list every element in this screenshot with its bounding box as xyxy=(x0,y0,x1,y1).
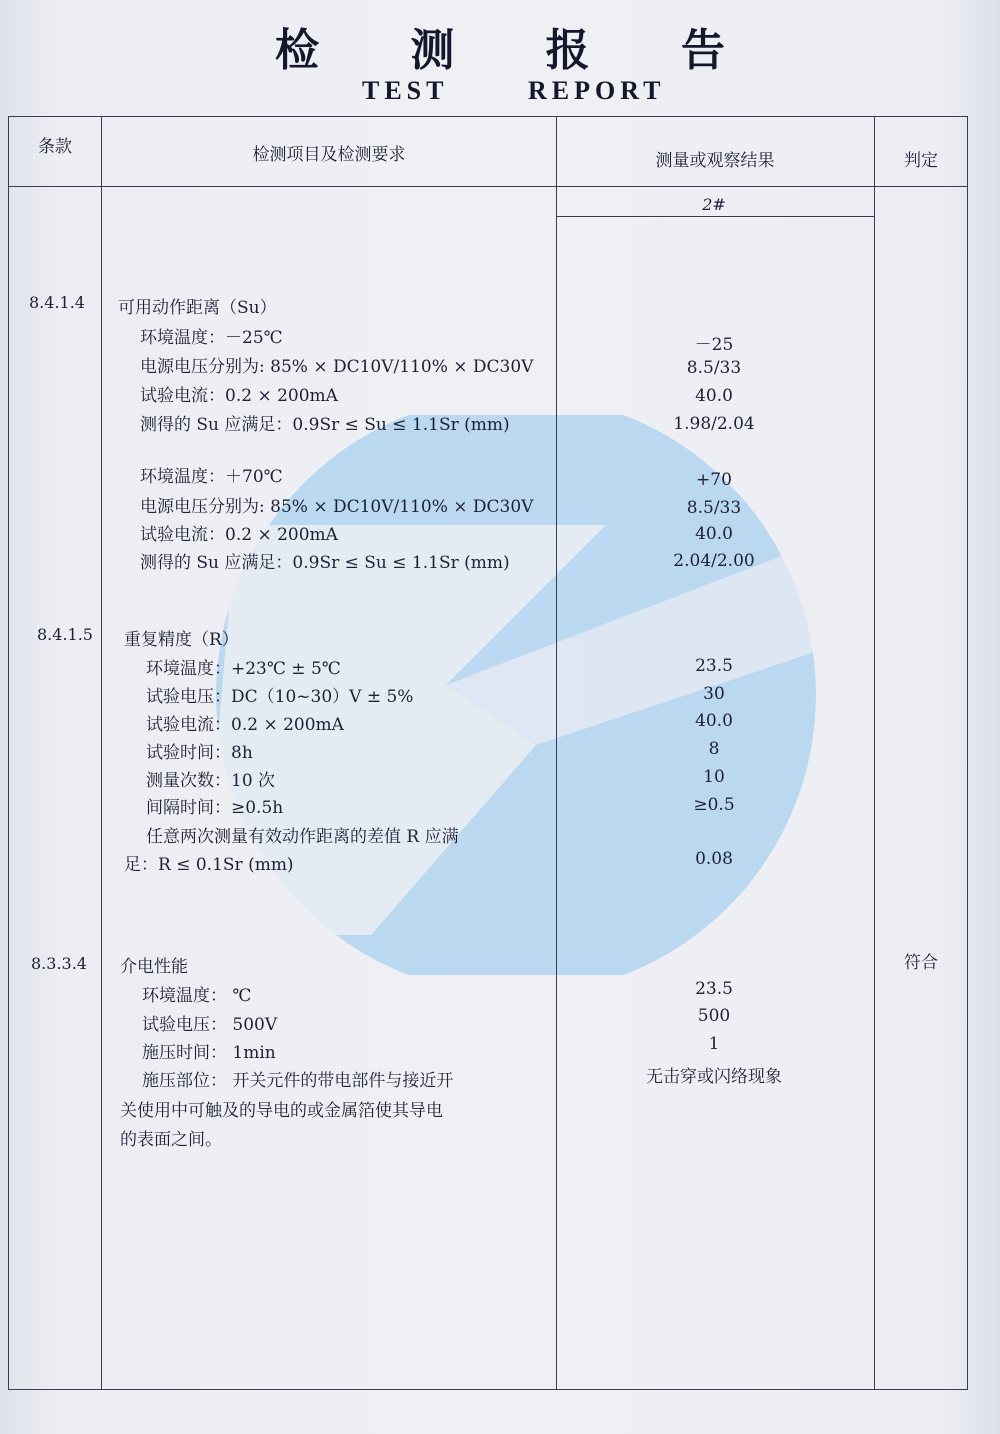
item-line: 足：R ≤ 0.1Sr (mm) xyxy=(124,855,294,875)
result-value: 30 xyxy=(703,684,725,704)
item-line: 环境温度：＋70℃ xyxy=(140,467,283,487)
item-line: 施压时间： 1min xyxy=(142,1043,276,1063)
item-line: 试验电流：0.2 × 200mA xyxy=(146,715,344,735)
item-line: 试验时间：8h xyxy=(146,743,253,763)
result-value: 0.08 xyxy=(695,849,733,869)
report-title-en xyxy=(0,76,1000,108)
item-line: 测得的 Su 应满足：0.9Sr ≤ Su ≤ 1.1Sr (mm) xyxy=(140,415,510,435)
clause-number: 8.4.1.4 xyxy=(29,293,85,312)
result-value: +70 xyxy=(696,470,732,490)
item-line: 间隔时间：≥0.5h xyxy=(146,798,284,818)
clause-number: 8.4.1.5 xyxy=(37,625,93,644)
result-value: 2.04/2.00 xyxy=(673,551,755,571)
item-line: 试验电压：DC（10~30）V ± 5% xyxy=(146,687,414,707)
item-line: 电源电压分别为: 85% × DC10V/110% × DC30V xyxy=(140,357,534,377)
header-verdict: 判定 xyxy=(904,151,938,171)
sample-divider xyxy=(556,216,874,217)
result-value: ≥0.5 xyxy=(693,795,735,815)
result-value: －25 xyxy=(694,335,734,355)
header-item: 检测项目及检测要求 xyxy=(252,145,406,165)
item-line: 电源电压分别为: 85% × DC10V/110% × DC30V xyxy=(140,497,534,517)
result-value: 10 xyxy=(703,767,725,787)
item-title: 重复精度（R） xyxy=(124,630,239,650)
result-value: 8.5/33 xyxy=(686,358,742,378)
item-line: 测量次数：10 次 xyxy=(146,771,276,791)
item-line: 测得的 Su 应满足：0.9Sr ≤ Su ≤ 1.1Sr (mm) xyxy=(140,553,510,573)
result-value: 8.5/33 xyxy=(686,498,742,518)
item-line: 试验电压： 500V xyxy=(142,1015,278,1035)
result-value: 23.5 xyxy=(695,979,733,999)
item-line: 试验电流：0.2 × 200mA xyxy=(140,386,338,406)
header-divider xyxy=(8,186,968,187)
item-line: 环境温度：－25℃ xyxy=(140,328,283,348)
verdict-value: 符合 xyxy=(904,953,938,973)
result-value: 40.0 xyxy=(695,711,733,731)
item-line: 施压部位： 开关元件的带电部件与接近开 xyxy=(142,1071,454,1091)
item-title: 介电性能 xyxy=(120,957,188,977)
item-line: 环境温度： ℃ xyxy=(142,986,252,1006)
result-value: 1 xyxy=(708,1034,720,1054)
result-value: 8 xyxy=(708,739,720,759)
item-line: 任意两次测量有效动作距离的差值 R 应满 xyxy=(146,827,459,847)
result-value: 1.98/2.04 xyxy=(673,414,755,434)
item-line: 环境温度：+23℃ ± 5℃ xyxy=(146,659,341,679)
column-divider-3 xyxy=(874,116,875,1390)
column-divider-2 xyxy=(556,116,557,1390)
sample-number: 2# xyxy=(702,195,726,214)
item-line: 试验电流：0.2 × 200mA xyxy=(140,525,338,545)
result-value: 40.0 xyxy=(695,386,733,406)
title-en-report: REPORT xyxy=(528,76,666,105)
clause-number: 8.3.3.4 xyxy=(31,954,87,973)
title-en-test: TEST xyxy=(362,76,449,105)
item-line: 的表面之间。 xyxy=(120,1130,222,1150)
item-line: 关使用中可触及的导电的或金属箔使其导电 xyxy=(120,1101,443,1121)
header-result: 测量或观察结果 xyxy=(655,151,775,171)
result-value: 23.5 xyxy=(695,656,733,676)
result-value: 500 xyxy=(697,1006,731,1026)
result-value: 40.0 xyxy=(695,524,733,544)
header-clause: 条款 xyxy=(38,137,72,157)
result-value: 无击穿或闪络现象 xyxy=(646,1067,782,1087)
item-title: 可用动作距离（Su） xyxy=(118,298,277,318)
report-title-cn: 检 测 报 告 xyxy=(275,25,763,76)
